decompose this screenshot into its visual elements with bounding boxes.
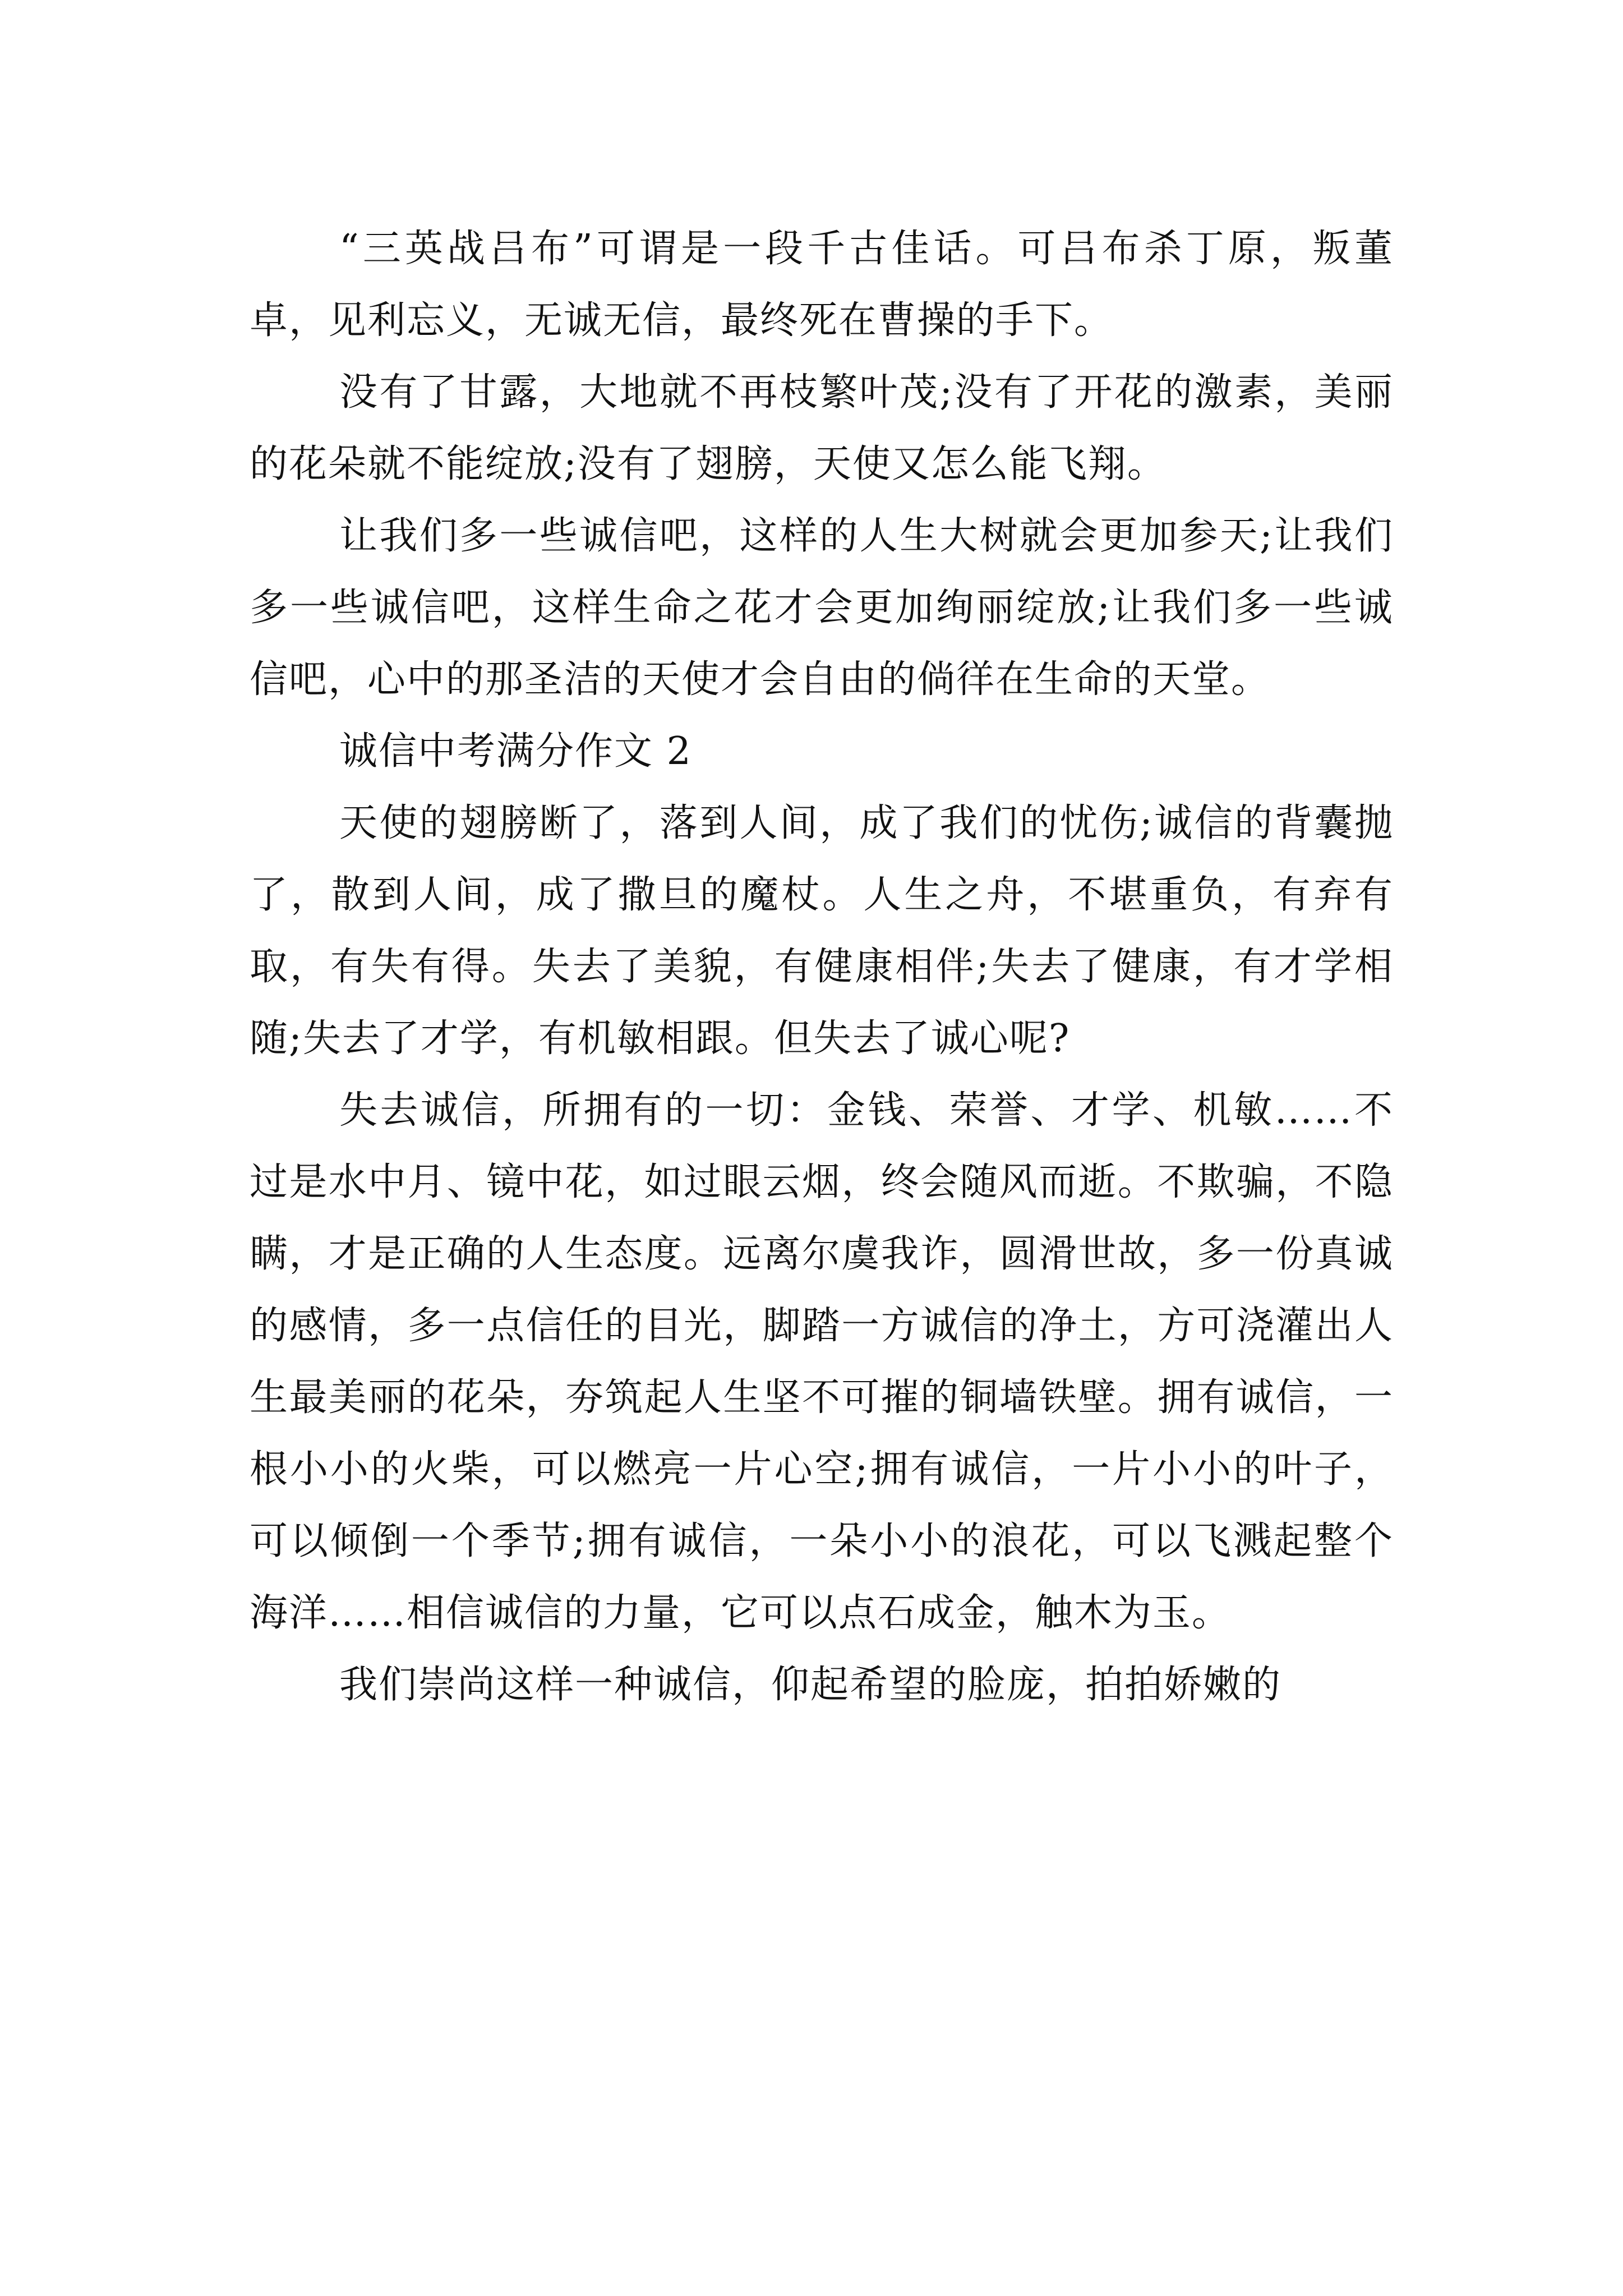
paragraph-5: 失去诚信，所拥有的一切：金钱、荣誉、才学、机敏……不过是水中月、镜中花，如过眼云烟，终会随风而逝。不欺骗，不隐瞒，才是正确的人生态度。远离尔虞我诈，圆滑世故，多一份真诚的感情，多一点信任的目光，脚踏一方诚信的净土，方可浇灌出人生最美丽的花朵，夯筑起人生坚不可摧的铜墙铁壁。拥有诚信，一根小小的火柴，可以燃亮一片心空;拥有诚信，一片小小的叶子，可以倾倒一个季节;拥有诚信，一朵小小的浪花，可以飞溅起整个海洋……相信诚信的力量，它可以点石成金，触木为玉。 bbox=[250, 1088, 1394, 1635]
essay-heading: 诚信中考满分作文 2 bbox=[339, 729, 692, 774]
paragraph-3: 让我们多一些诚信吧，这样的人生大树就会更加参天;让我们多一些诚信吧，这样生命之花才会更加绚丽绽放;让我们多一些诚信吧，心中的那圣洁的天使才会自由的倘徉在生命的天堂。 bbox=[250, 514, 1394, 702]
paragraph-6: 我们崇尚这样一种诚信，仰起希望的脸庞，拍拍娇嫩的 bbox=[339, 1663, 1282, 1707]
paragraph-1: “三英战吕布”可谓是一段千古佳话。可吕布杀丁原，叛董卓，见利忘义，无诚无信，最终死在曹操的手下。 bbox=[250, 227, 1394, 343]
paragraph-2: 没有了甘露，大地就不再枝繁叶茂;没有了开花的激素，美丽的花朵就不能绽放;没有了翅膀，天使又怎么能飞翔。 bbox=[250, 370, 1394, 486]
document-body bbox=[250, 213, 1394, 1721]
paragraph-4: 天使的翅膀断了，落到人间，成了我们的忧伤;诚信的背囊抛了，散到人间，成了撒旦的魔杖。人生之舟，不堪重负，有弃有取，有失有得。失去了美貌，有健康相伴;失去了健康，有才学相随;失去了才学，有机敏相跟。但失去了诚心呢? bbox=[250, 801, 1394, 1061]
